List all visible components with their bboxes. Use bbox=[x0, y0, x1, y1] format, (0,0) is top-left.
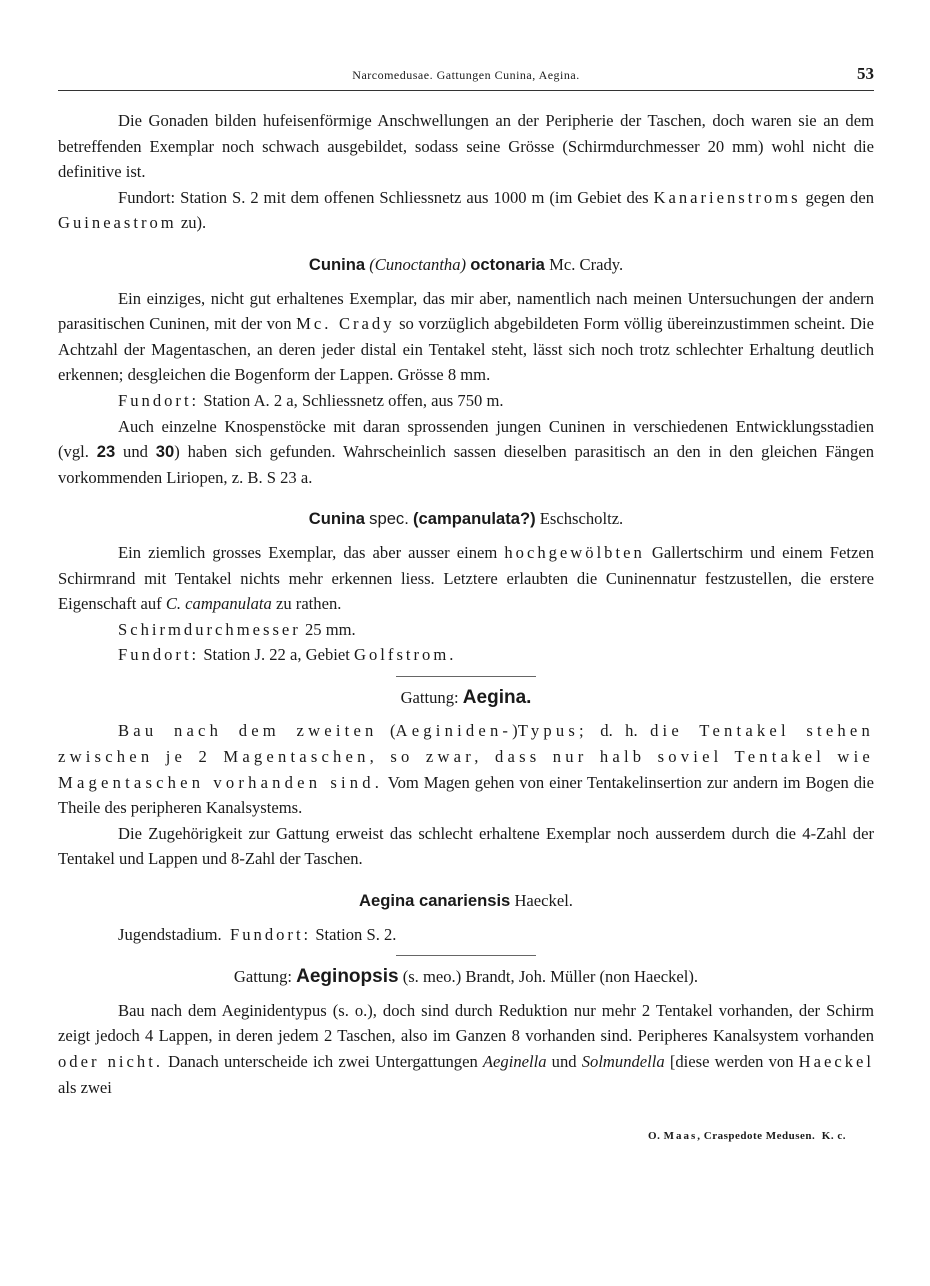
figure-reference: 23 bbox=[96, 442, 116, 462]
text: Ein einziges, nicht gut erhaltenes Exemplar, das mir aber, namentlich nach meinen Untersuchungen der andern parasitischen Cuninen, mit der von bbox=[58, 288, 874, 334]
page-number: 53 bbox=[857, 64, 874, 83]
text: Bau nach dem Aeginidentypus (s. o.), doch sind durch Reduktion nur mehr 2 Tentakel vorhanden, der Schirm zeigt jedoch 4 Lappen, in deren jedem 2 Taschen, also im Ganzen 8 vorhanden sind. Peripheres Kanalsystem vorhanden bbox=[58, 1000, 874, 1046]
paragraph-jugendstadium bbox=[58, 922, 874, 948]
italic-genus: Solmundella bbox=[581, 1052, 665, 1071]
spaced-text: hochgewölbten bbox=[504, 542, 645, 562]
text: ) haben sich gefunden. Wahrscheinlich sassen dieselben parasitisch an den in den gleichen Fängen vorkommenden Liriopen, z. B. S 23 a. bbox=[58, 442, 875, 487]
subgenus-name: (Cunoctantha) bbox=[369, 254, 467, 274]
spaced-text: Fundort: bbox=[118, 390, 200, 410]
spaced-text: Kanarienstroms bbox=[653, 187, 801, 207]
spaced-text: Fundort: bbox=[230, 924, 312, 944]
author-name: Maas bbox=[663, 1130, 698, 1142]
spaced-text: die Tentakel stehen zwischen je 2 Magentaschen, so zwar, dass nur halb soviel Tentakel wie Magentaschen vorhanden sind. bbox=[58, 721, 874, 792]
paragraph-knospenstoecke bbox=[58, 414, 874, 491]
page-footer bbox=[648, 1130, 846, 1142]
paragraph-aeginopsis-bau bbox=[58, 998, 874, 1100]
spaced-text: Golfstrom. bbox=[354, 645, 457, 665]
text: , Craspedote Medusen. K. c. bbox=[697, 1130, 846, 1142]
text: Danach unterscheide ich zwei Untergattungen bbox=[162, 1052, 483, 1071]
figure-reference: 30 bbox=[155, 442, 175, 462]
text: Station S. 2. bbox=[311, 924, 397, 944]
text: und bbox=[115, 442, 156, 462]
heading-cunina-octonaria bbox=[58, 252, 874, 278]
italic-genus: Aeginella bbox=[482, 1052, 547, 1071]
paragraph-schirmdurchmesser bbox=[58, 617, 874, 643]
text: Station A. 2 a, Schliessnetz offen, aus 750 m. bbox=[199, 390, 504, 410]
species-name: octonaria bbox=[470, 254, 545, 274]
text: ( bbox=[377, 721, 396, 741]
text: als zwei bbox=[58, 1077, 112, 1097]
genus-name: Cunina bbox=[308, 509, 366, 529]
text: Ein ziemlich grosses Exemplar, das aber ausser einem bbox=[118, 542, 505, 562]
text: gegen den bbox=[800, 187, 874, 207]
text: 25 mm. bbox=[300, 619, 356, 639]
species-name: Aegina canariensis bbox=[359, 891, 511, 911]
paragraph-octonaria-description bbox=[58, 286, 874, 388]
heading-aegina-canariensis bbox=[58, 888, 874, 914]
spaced-text: Fundort: bbox=[118, 645, 200, 665]
text: Auch einzelne Knospenstöcke mit daran sprossenden jungen Cuninen in verschiedenen Entwicklungsstadien (vgl. bbox=[58, 416, 874, 462]
paragraph-fundort-s2 bbox=[58, 185, 874, 236]
gattung-label: Gattung: bbox=[400, 687, 459, 707]
genus-name: Cunina bbox=[308, 254, 366, 274]
text: d. h. bbox=[587, 721, 651, 741]
spaced-text: Haeckel bbox=[798, 1052, 874, 1071]
spaced-text: Aeginiden- bbox=[395, 721, 513, 741]
text: ) bbox=[512, 721, 518, 741]
spaced-text: Schirmdurchmesser bbox=[118, 619, 301, 639]
author-name: (s. meo.) Brandt, Joh. Müller (non Haeckel). bbox=[402, 967, 699, 987]
text: Jugendstadium. bbox=[118, 924, 230, 944]
text: Gallertschirm und einem Fetzen Schirmrand mit Tentakel nichts mehr erkennen liess. Letztere erlaubten die Cuninennatur festzustellen, die erstere Eigenschaft auf bbox=[58, 542, 874, 614]
paragraph-campanulata-description bbox=[58, 540, 874, 617]
text: Fundort: Station S. 2 mit dem offenen Schliessnetz aus 1000 m (im Gebiet des bbox=[118, 187, 654, 207]
text: [diese werden von bbox=[664, 1052, 799, 1071]
paragraph-fundort-a2a bbox=[58, 388, 874, 414]
spaced-text: oder nicht. bbox=[58, 1052, 163, 1071]
running-title: Narcomedusae. Gattungen Cunina, Aegina. bbox=[352, 68, 580, 82]
author-name: Mc. Crady. bbox=[549, 254, 624, 274]
paragraph-fundort-j22a bbox=[58, 642, 874, 668]
paragraph-aegina-zugehoerigkeit: Die Zugehörigkeit zur Gattung erweist das schlecht erhaltene Exemplar noch ausserdem durch die 4-Zahl der Tentakel und Lappen und 8-Zahl der Taschen. bbox=[58, 823, 874, 869]
text: zu rathen. bbox=[271, 594, 342, 614]
spaced-text: Mc. Crady bbox=[296, 314, 395, 334]
paragraph-gonaden: Die Gonaden bilden hufeisenförmige Anschwellungen an der Peripherie der Taschen, doch waren sie an dem betreffenden Exemplar noch schwach ausgebildet, sodass seine Grösse (Schirmdurchmesser 20 mm) wohl nicht die definitive ist. bbox=[58, 111, 874, 182]
heading-gattung-aeginopsis bbox=[58, 964, 874, 990]
text: O. bbox=[648, 1130, 664, 1142]
text: so vorzüglich abgebildeten Form völlig übereinzustimmen scheint. Die Achtzahl der Magentaschen, an deren jeder distal ein Tentakel steht, lässt sich noch trotz schlechter Erhaltung deutlich erkennen; desgleichen die Bogenform der Lappen. Grösse 8 mm. bbox=[58, 314, 874, 385]
author-name: Haeckel. bbox=[514, 891, 573, 911]
page-header bbox=[58, 64, 874, 91]
species-name: (campanulata?) bbox=[413, 509, 536, 529]
page-body bbox=[58, 108, 874, 1100]
spaced-text: Guineastrom bbox=[58, 213, 177, 233]
text: Vom Magen gehen von einer Tentakelinsertion zur andern im Bogen die Theile des peripheren Kanalsystems. bbox=[58, 772, 874, 818]
heading-cunina-campanulata bbox=[58, 506, 874, 532]
spec-label: spec. bbox=[369, 509, 409, 529]
text: und bbox=[546, 1052, 582, 1071]
text: zu). bbox=[176, 213, 207, 233]
italic-species: C. campanulata bbox=[165, 594, 272, 614]
heading-gattung-aegina bbox=[58, 685, 874, 711]
author-name: Eschscholtz. bbox=[539, 509, 624, 529]
paragraph-aegina-bau bbox=[58, 718, 874, 820]
genus-name: Aegina. bbox=[462, 686, 532, 708]
genus-name: Aeginopsis bbox=[296, 966, 399, 988]
spaced-text: Bau nach dem zweiten bbox=[118, 721, 378, 741]
gattung-label: Gattung: bbox=[233, 967, 292, 987]
spaced-text: Typus; bbox=[517, 721, 588, 741]
text: Station J. 22 a, Gebiet bbox=[199, 645, 355, 665]
